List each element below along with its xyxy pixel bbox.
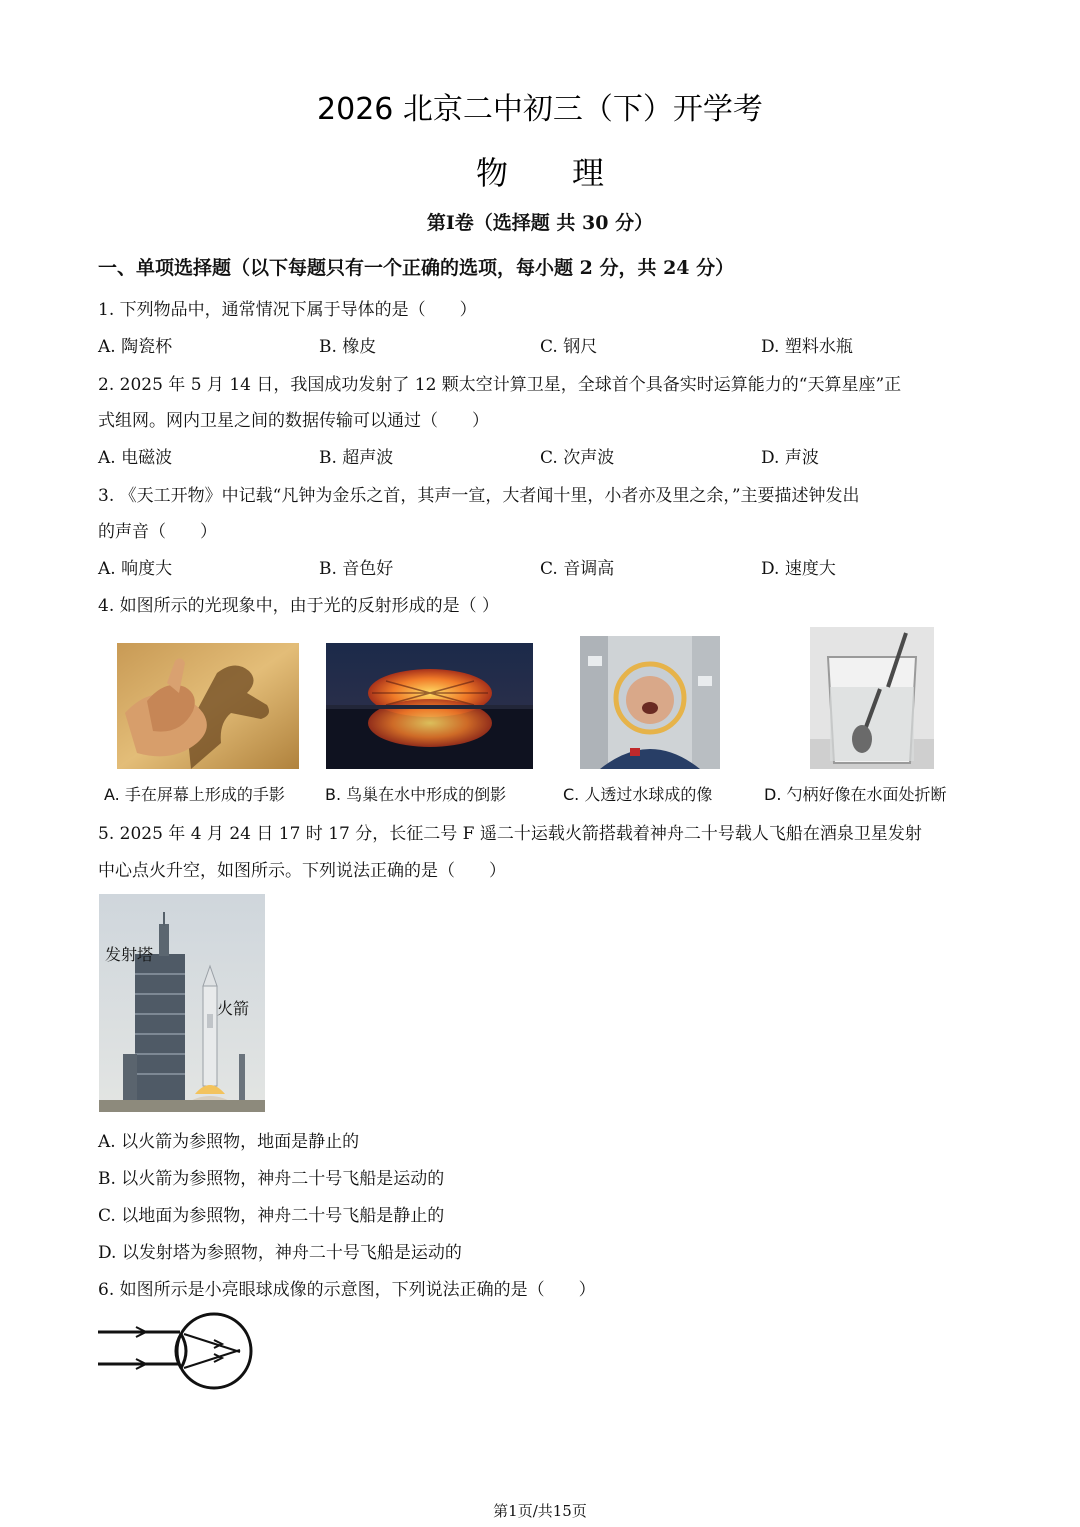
- q1-option-a: A. 陶瓷杯: [98, 337, 173, 357]
- q1-stem: 1. 下列物品中，通常情况下属于导体的是（ ）: [98, 300, 477, 320]
- q4-caption-c: C. 人透过水球成的像: [563, 785, 713, 804]
- q2-stem-line2: 式组网。网内卫星之间的数据传输可以通过（ ）: [98, 411, 489, 431]
- subject-title: 物理: [475, 154, 668, 192]
- q2-option-c: C. 次声波: [540, 448, 615, 468]
- q5-option-a: A. 以火箭为参照物，地面是静止的: [98, 1132, 360, 1152]
- rocket-launch-image: [99, 894, 265, 1112]
- rocket-label: 火箭: [217, 999, 250, 1018]
- q3-option-a: A. 响度大: [98, 559, 173, 579]
- eye-diagram: [96, 1310, 256, 1392]
- q2-option-a: A. 电磁波: [98, 448, 173, 468]
- q5-stem-line1: 5. 2025 年 4 月 24 日 17 时 17 分，长征二号 F 遥二十运载火箭搭载着神舟二十号载人飞船在酒泉卫星发射: [98, 824, 922, 844]
- water-ball-astronaut-image: [580, 636, 720, 769]
- q1-option-c: C. 钢尺: [540, 337, 598, 357]
- spoon-in-glass-image: [810, 627, 934, 769]
- hand-shadow-image: [117, 643, 299, 769]
- q2-option-b: B. 超声波: [319, 448, 394, 468]
- q4-caption-a: A. 手在屏幕上形成的手影: [104, 785, 285, 804]
- q2-option-d: D. 声波: [761, 448, 819, 468]
- q5-option-b: B. 以火箭为参照物，神舟二十号飞船是运动的: [98, 1169, 445, 1189]
- q3-option-d: D. 速度大: [761, 559, 836, 579]
- launch-tower-label: 发射塔: [105, 945, 154, 964]
- volume-heading: 第Ⅰ卷（选择题 共 30 分）: [426, 212, 654, 234]
- page-footer: 第1页/共15页: [493, 1502, 587, 1520]
- q5-option-d: D. 以发射塔为参照物，神舟二十号飞船是运动的: [98, 1243, 462, 1263]
- q4-caption-d: D. 勺柄好像在水面处折断: [764, 785, 947, 804]
- q5-option-c: C. 以地面为参照物，神舟二十号飞船是静止的: [98, 1206, 445, 1226]
- section-heading: 一、单项选择题（以下每题只有一个正确的选项，每小题 2 分，共 24 分）: [98, 257, 735, 279]
- q3-stem-line2: 的声音（ ）: [98, 522, 217, 542]
- birds-nest-reflection-image: [326, 643, 533, 769]
- q4-caption-b: B. 鸟巢在水中形成的倒影: [325, 785, 507, 804]
- q6-stem: 6. 如图所示是小亮眼球成像的示意图，下列说法正确的是（ ）: [98, 1280, 596, 1300]
- q1-option-b: B. 橡皮: [319, 337, 377, 357]
- q3-option-b: B. 音色好: [319, 559, 394, 579]
- exam-title: 2026 北京二中初三（下）开学考: [317, 92, 763, 127]
- q2-stem-line1: 2. 2025 年 5 月 14 日，我国成功发射了 12 颗太空计算卫星，全球首个具备实时运算能力的“天算星座”正: [98, 375, 902, 395]
- q5-stem-line2: 中心点火升空，如图所示。下列说法正确的是（ ）: [98, 861, 506, 881]
- q1-option-d: D. 塑料水瓶: [761, 337, 853, 357]
- q4-stem: 4. 如图所示的光现象中，由于光的反射形成的是（ ）: [98, 596, 500, 616]
- q3-stem-line1: 3. 《天工开物》中记载“凡钟为金乐之首，其声一宣，大者闻十里，小者亦及里之余，”主要描述钟发出: [98, 486, 860, 506]
- q3-option-c: C. 音调高: [540, 559, 615, 579]
